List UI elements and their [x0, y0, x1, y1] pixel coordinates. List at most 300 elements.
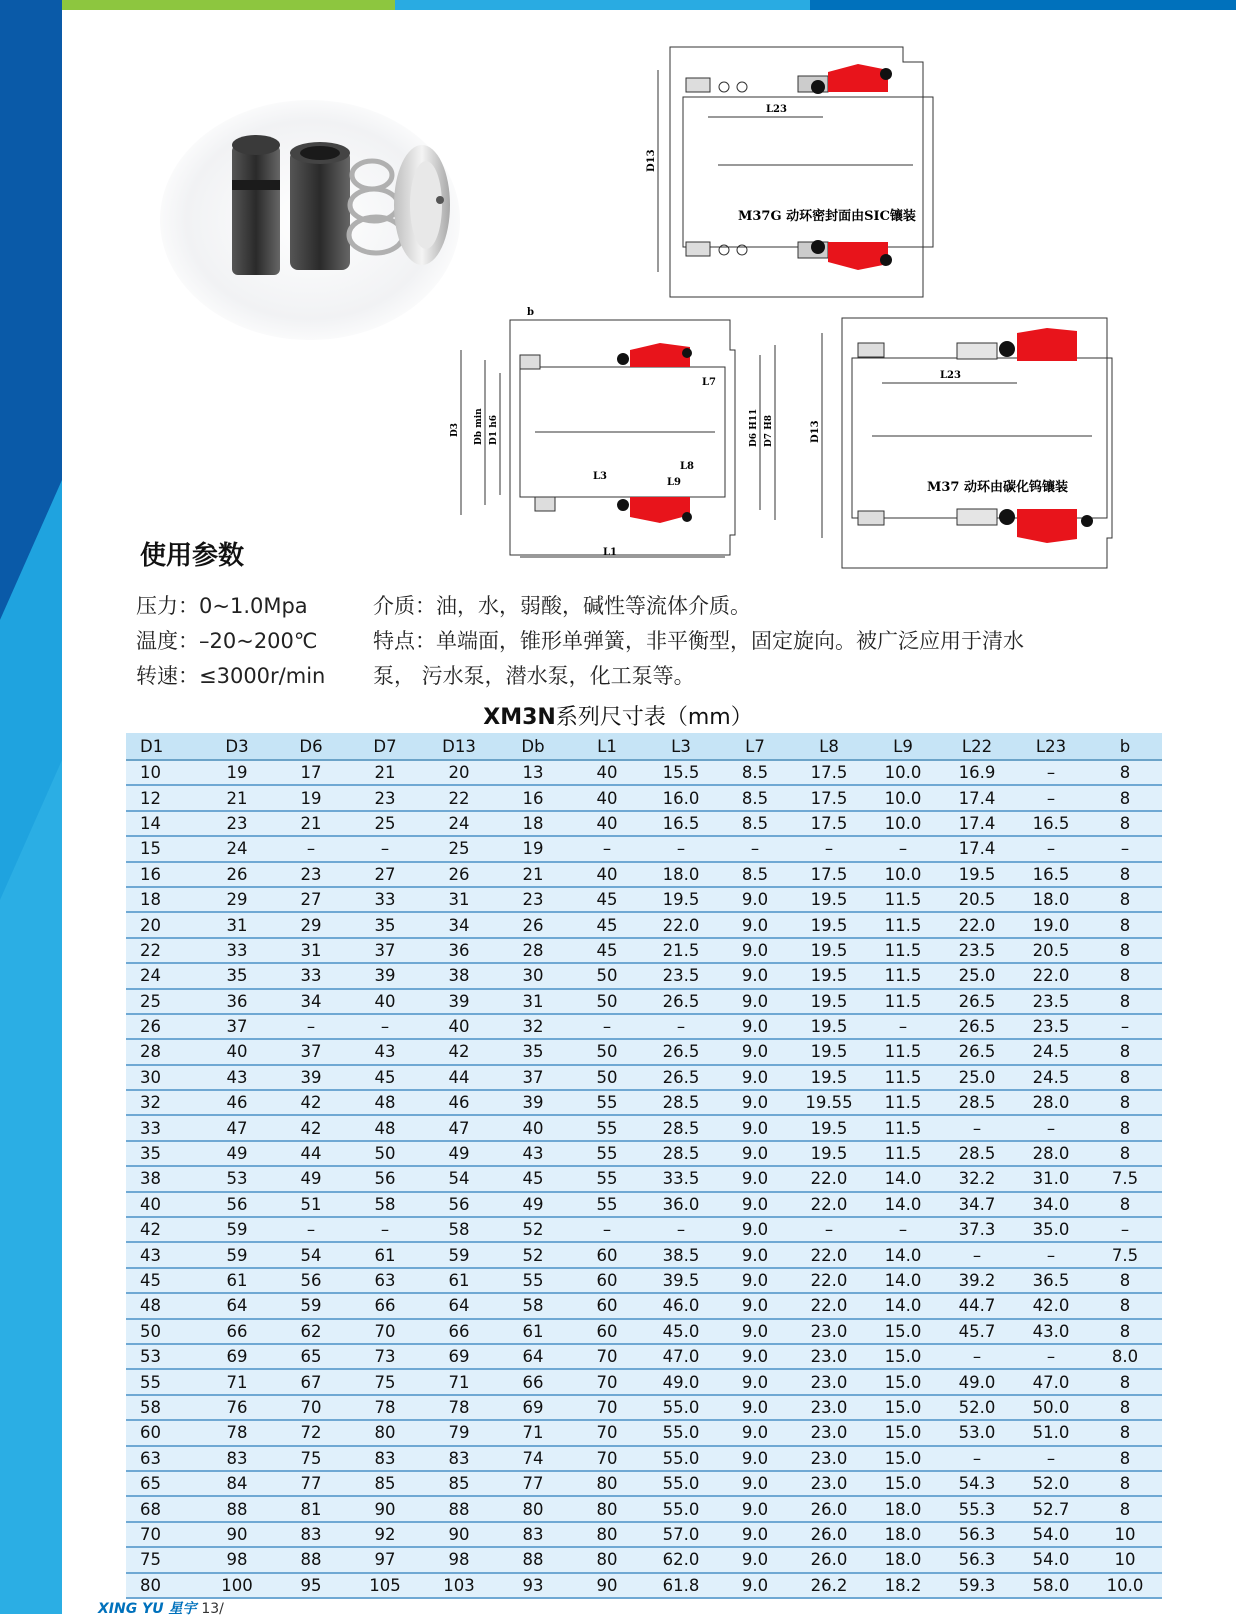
dim-l1-label: L1 — [603, 547, 617, 558]
table-cell: – — [866, 836, 940, 861]
table-cell: 37.3 — [940, 1217, 1014, 1242]
table-cell: 44.7 — [940, 1293, 1014, 1318]
page-number: 13/ — [201, 1601, 224, 1617]
table-row — [126, 1573, 1162, 1598]
table-cell: 61.8 — [644, 1573, 718, 1598]
table-cell: 80 — [348, 1420, 422, 1445]
table-cell: 66 — [200, 1319, 274, 1344]
table-cell: 61 — [422, 1268, 496, 1293]
table-cell: 31 — [274, 938, 348, 963]
table-cell: 52.0 — [940, 1395, 1014, 1420]
table-cell: 26 — [126, 1014, 200, 1039]
table-cell: 8 — [1088, 1293, 1162, 1318]
m37g-caption: M37G 动环密封面由SIC镶装 — [738, 209, 916, 224]
table-cell: 31 — [422, 887, 496, 912]
table-cell: 30 — [496, 963, 570, 988]
table-cell: 45 — [348, 1065, 422, 1090]
table-cell: – — [940, 1242, 1014, 1267]
table-cell: 77 — [274, 1471, 348, 1496]
table-cell: 62.0 — [644, 1547, 718, 1572]
table-cell: – — [718, 836, 792, 861]
table-cell: 49.0 — [644, 1369, 718, 1394]
table-cell: 23.0 — [792, 1319, 866, 1344]
table-cell: 9.0 — [718, 1395, 792, 1420]
table-cell: 78 — [422, 1395, 496, 1420]
table-cell: 25.0 — [940, 1065, 1014, 1090]
table-cell: – — [1014, 836, 1088, 861]
table-cell: 88 — [200, 1496, 274, 1521]
table-cell: 9.0 — [718, 1014, 792, 1039]
table-cell: 20 — [126, 912, 200, 937]
table-cell: 55 — [570, 1090, 644, 1115]
table-cell: 78 — [348, 1395, 422, 1420]
table-cell: 18.0 — [866, 1496, 940, 1521]
table-cell: 17.4 — [940, 811, 1014, 836]
table-cell: 9.0 — [718, 1522, 792, 1547]
table-cell: 54.0 — [1014, 1522, 1088, 1547]
table-cell: 88 — [274, 1547, 348, 1572]
table-cell: 51 — [274, 1192, 348, 1217]
table-cell: 31 — [496, 989, 570, 1014]
table-cell: 40 — [126, 1192, 200, 1217]
table-cell: 9.0 — [718, 1573, 792, 1598]
table-cell: 8 — [1088, 1039, 1162, 1064]
table-cell: 26.5 — [644, 1065, 718, 1090]
table-cell: 9.0 — [718, 1547, 792, 1572]
table-cell: 70 — [570, 1420, 644, 1445]
stripe-green — [62, 0, 395, 10]
table-cell: 43 — [496, 1141, 570, 1166]
table-cell: 59 — [200, 1242, 274, 1267]
table-cell: – — [940, 1115, 1014, 1140]
table-cell: – — [1014, 1446, 1088, 1471]
table-cell: 8 — [1088, 1192, 1162, 1217]
table-cell: 90 — [422, 1522, 496, 1547]
table-cell: 57.0 — [644, 1522, 718, 1547]
table-cell: 64 — [422, 1293, 496, 1318]
table-cell: 33 — [126, 1115, 200, 1140]
table-cell: 31.0 — [1014, 1166, 1088, 1191]
table-cell: 28.0 — [1014, 1090, 1088, 1115]
table-cell: – — [644, 1014, 718, 1039]
table-cell: 103 — [422, 1573, 496, 1598]
table-cell: 28 — [126, 1039, 200, 1064]
table-cell: 32 — [496, 1014, 570, 1039]
table-cell: 58.0 — [1014, 1573, 1088, 1598]
table-cell: 12 — [126, 785, 200, 810]
table-cell: 60 — [570, 1293, 644, 1318]
table-cell: 34 — [274, 989, 348, 1014]
table-cell: 50 — [570, 1065, 644, 1090]
table-cell: 42 — [274, 1115, 348, 1140]
column-header: Db — [496, 733, 570, 760]
table-cell: 76 — [200, 1395, 274, 1420]
table-cell: 80 — [496, 1496, 570, 1521]
table-cell: 50 — [570, 989, 644, 1014]
table-cell: 28.5 — [940, 1141, 1014, 1166]
table-cell: 27 — [274, 887, 348, 912]
table-cell: 29 — [200, 887, 274, 912]
table-cell: 80 — [570, 1522, 644, 1547]
table-cell: 43 — [126, 1242, 200, 1267]
table-cell: 16 — [496, 785, 570, 810]
column-header: L22 — [940, 733, 1014, 760]
table-cell: 46 — [422, 1090, 496, 1115]
table-cell: 37 — [274, 1039, 348, 1064]
table-row — [126, 862, 1162, 887]
table-cell: 55.0 — [644, 1496, 718, 1521]
table-row — [126, 1065, 1162, 1090]
table-cell: 21 — [200, 785, 274, 810]
table-cell: 23.0 — [792, 1471, 866, 1496]
table-cell: 34 — [422, 912, 496, 937]
table-cell: 83 — [496, 1522, 570, 1547]
table-title — [0, 700, 1236, 731]
column-header: D7 — [348, 733, 422, 760]
table-cell: 8.5 — [718, 862, 792, 887]
table-cell: 21 — [496, 862, 570, 887]
table-cell: 43 — [200, 1065, 274, 1090]
table-row — [126, 1369, 1162, 1394]
table-cell: 97 — [348, 1547, 422, 1572]
table-cell: – — [866, 1217, 940, 1242]
table-cell: 43.0 — [1014, 1319, 1088, 1344]
table-cell: 73 — [348, 1344, 422, 1369]
table-cell: 15.0 — [866, 1395, 940, 1420]
table-cell: 19.5 — [644, 887, 718, 912]
table-row — [126, 1344, 1162, 1369]
table-cell: 24.5 — [1014, 1039, 1088, 1064]
table-cell: 37 — [200, 1014, 274, 1039]
table-cell: 49.0 — [940, 1369, 1014, 1394]
table-cell: – — [644, 1217, 718, 1242]
table-cell: 9.0 — [718, 1446, 792, 1471]
column-header: L9 — [866, 733, 940, 760]
table-cell: 9.0 — [718, 1217, 792, 1242]
table-cell: 48 — [348, 1115, 422, 1140]
table-cell: 45.7 — [940, 1319, 1014, 1344]
table-cell: 38.5 — [644, 1242, 718, 1267]
table-cell: 8 — [1088, 760, 1162, 785]
table-cell: 24.5 — [1014, 1065, 1088, 1090]
table-cell: 26.0 — [792, 1496, 866, 1521]
table-cell: 46.0 — [644, 1293, 718, 1318]
dim-l23-label-2: L23 — [940, 370, 961, 381]
table-cell: 59 — [200, 1217, 274, 1242]
table-cell: 40 — [422, 1014, 496, 1039]
table-cell: – — [274, 836, 348, 861]
table-cell: 28.5 — [644, 1141, 718, 1166]
table-cell: 24 — [126, 963, 200, 988]
table-cell: 36.0 — [644, 1192, 718, 1217]
table-cell: 55.3 — [940, 1496, 1014, 1521]
table-cell: 19.55 — [792, 1090, 866, 1115]
table-cell: 88 — [422, 1496, 496, 1521]
dim-db-label: Db min — [474, 408, 484, 445]
table-cell: 8 — [1088, 811, 1162, 836]
table-cell: 50 — [126, 1319, 200, 1344]
table-title-series: XM3N — [483, 705, 556, 730]
table-cell: 9.0 — [718, 1115, 792, 1140]
table-cell: 19 — [496, 836, 570, 861]
table-cell: 105 — [348, 1573, 422, 1598]
dim-d3-label: D3 — [450, 422, 460, 437]
table-cell: 78 — [200, 1420, 274, 1445]
table-cell: 90 — [200, 1522, 274, 1547]
table-cell: 10.0 — [866, 862, 940, 887]
table-cell: 80 — [570, 1471, 644, 1496]
table-cell: 38 — [422, 963, 496, 988]
table-row — [126, 1293, 1162, 1318]
table-cell: – — [940, 1446, 1014, 1471]
table-row — [126, 785, 1162, 810]
table-row — [126, 1039, 1162, 1064]
table-cell: 26 — [496, 912, 570, 937]
table-cell: 59 — [422, 1242, 496, 1267]
stripe-lightblue — [395, 0, 810, 10]
table-cell: 7.5 — [1088, 1242, 1162, 1267]
table-cell: 8.5 — [718, 760, 792, 785]
table-cell: 8 — [1088, 1141, 1162, 1166]
table-cell: 58 — [422, 1217, 496, 1242]
table-cell: 11.5 — [866, 887, 940, 912]
table-cell: 8 — [1088, 785, 1162, 810]
table-cell: 19 — [200, 760, 274, 785]
table-cell: 37 — [348, 938, 422, 963]
table-cell: – — [866, 1014, 940, 1039]
table-row — [126, 1547, 1162, 1572]
dim-b-label: b — [527, 307, 534, 318]
table-row — [126, 1522, 1162, 1547]
table-cell: 40 — [348, 989, 422, 1014]
column-header: L3 — [644, 733, 718, 760]
table-cell: 56 — [274, 1268, 348, 1293]
table-cell: 21 — [348, 760, 422, 785]
table-cell: 9.0 — [718, 1319, 792, 1344]
table-cell: 11.5 — [866, 963, 940, 988]
table-cell: 52 — [496, 1242, 570, 1267]
table-cell: 26.5 — [940, 989, 1014, 1014]
table-cell: 70 — [274, 1395, 348, 1420]
table-cell: 45 — [570, 938, 644, 963]
table-cell: 47.0 — [1014, 1369, 1088, 1394]
param-features-line2: 泵， 污水泵，潜水泵，化工泵等。 — [373, 664, 695, 688]
params-title: 使用参数 — [140, 541, 245, 571]
table-cell: – — [1088, 836, 1162, 861]
table-row — [126, 1319, 1162, 1344]
table-cell: 8 — [1088, 1369, 1162, 1394]
table-cell: 27 — [348, 862, 422, 887]
table-cell: 58 — [496, 1293, 570, 1318]
table-cell: – — [570, 1014, 644, 1039]
table-cell: – — [570, 1217, 644, 1242]
table-cell: 32 — [126, 1090, 200, 1115]
table-row — [126, 887, 1162, 912]
footer-brand: XING YU 星宇 — [98, 1601, 197, 1617]
table-cell: 8 — [1088, 887, 1162, 912]
table-cell: 42 — [126, 1217, 200, 1242]
table-cell: 9.0 — [718, 989, 792, 1014]
table-cell: 42 — [422, 1039, 496, 1064]
table-cell: 8 — [1088, 1420, 1162, 1445]
dim-d13-label: D13 — [646, 149, 657, 172]
table-cell: – — [348, 1014, 422, 1039]
table-cell: 100 — [200, 1573, 274, 1598]
table-cell: 53 — [200, 1166, 274, 1191]
table-cell: 75 — [274, 1446, 348, 1471]
table-cell: 23.0 — [792, 1420, 866, 1445]
table-cell: 80 — [126, 1573, 200, 1598]
table-cell: 14.0 — [866, 1268, 940, 1293]
table-row — [126, 1141, 1162, 1166]
table-cell: 58 — [348, 1192, 422, 1217]
table-cell: 84 — [200, 1471, 274, 1496]
table-cell: 18 — [496, 811, 570, 836]
dim-l3-label: L3 — [593, 471, 607, 482]
table-cell: 25 — [422, 836, 496, 861]
table-cell: 83 — [200, 1446, 274, 1471]
table-cell: 39 — [422, 989, 496, 1014]
column-header: L1 — [570, 733, 644, 760]
table-cell: 19.5 — [792, 1014, 866, 1039]
table-cell: 11.5 — [866, 1090, 940, 1115]
table-row — [126, 1242, 1162, 1267]
column-header: b — [1088, 733, 1162, 760]
table-cell: 26 — [422, 862, 496, 887]
table-cell: 26.5 — [644, 1039, 718, 1064]
table-cell: 39 — [496, 1090, 570, 1115]
table-cell: 34.0 — [1014, 1192, 1088, 1217]
table-cell: 31 — [200, 912, 274, 937]
table-cell: 20.5 — [1014, 938, 1088, 963]
top-color-stripe — [62, 0, 1236, 10]
seal-drawing-dimensioned — [450, 305, 800, 580]
table-cell: 50.0 — [1014, 1395, 1088, 1420]
table-cell: 75 — [348, 1369, 422, 1394]
table-cell: 70 — [570, 1395, 644, 1420]
table-row — [126, 1496, 1162, 1521]
table-cell: 9.0 — [718, 1090, 792, 1115]
table-cell: 9.0 — [718, 1293, 792, 1318]
table-row — [126, 1395, 1162, 1420]
dim-d1-label: D1 h6 — [489, 414, 499, 445]
left-sidebar-decoration — [0, 0, 62, 1614]
table-cell: 47 — [200, 1115, 274, 1140]
footer — [98, 1598, 224, 1618]
table-cell: 33 — [348, 887, 422, 912]
table-cell: 55.0 — [644, 1446, 718, 1471]
param-features-line1: 特点：单端面，锥形单弹簧，非平衡型，固定旋向。被广泛应用于清水 — [373, 629, 1024, 653]
table-cell: 8 — [1088, 1496, 1162, 1521]
table-cell: 26.0 — [792, 1522, 866, 1547]
table-cell: 17.5 — [792, 811, 866, 836]
table-cell: 60 — [570, 1319, 644, 1344]
table-cell: 8 — [1088, 1471, 1162, 1496]
table-cell: 30 — [126, 1065, 200, 1090]
table-cell: 16.5 — [644, 811, 718, 836]
table-cell: 11.5 — [866, 938, 940, 963]
table-cell: 15.0 — [866, 1471, 940, 1496]
table-cell: 45 — [570, 912, 644, 937]
table-cell: 95 — [274, 1573, 348, 1598]
table-cell: 83 — [274, 1522, 348, 1547]
table-cell: 23 — [274, 862, 348, 887]
table-cell: 54 — [422, 1166, 496, 1191]
table-cell: 59 — [274, 1293, 348, 1318]
dim-d7-label: D7 H8 — [764, 415, 774, 447]
table-cell: 23.5 — [1014, 1014, 1088, 1039]
table-cell: 55 — [570, 1141, 644, 1166]
table-cell: 19.5 — [792, 887, 866, 912]
table-cell: 9.0 — [718, 938, 792, 963]
table-cell: 85 — [422, 1471, 496, 1496]
table-cell: 9.0 — [718, 1192, 792, 1217]
column-header: D6 — [274, 733, 348, 760]
table-cell: – — [1014, 785, 1088, 810]
table-cell: 15.0 — [866, 1369, 940, 1394]
table-cell: – — [1014, 1344, 1088, 1369]
table-cell: 16 — [126, 862, 200, 887]
dim-l23-label: L23 — [766, 104, 787, 115]
table-cell: 22.0 — [792, 1268, 866, 1293]
table-cell: 55 — [570, 1166, 644, 1191]
table-cell: 19.5 — [792, 989, 866, 1014]
table-cell: 93 — [496, 1573, 570, 1598]
table-cell: – — [1088, 1217, 1162, 1242]
table-cell: 48 — [126, 1293, 200, 1318]
table-cell: 40 — [570, 811, 644, 836]
table-cell: 22 — [422, 785, 496, 810]
table-cell: 23.0 — [792, 1395, 866, 1420]
table-cell: 15 — [126, 836, 200, 861]
table-cell: 32.2 — [940, 1166, 1014, 1191]
table-cell: – — [1088, 1014, 1162, 1039]
table-cell: 10.0 — [866, 785, 940, 810]
table-cell: 8 — [1088, 1446, 1162, 1471]
table-cell: 64 — [496, 1344, 570, 1369]
table-cell: 36 — [200, 989, 274, 1014]
table-cell: 83 — [348, 1446, 422, 1471]
table-cell: 8 — [1088, 912, 1162, 937]
table-row — [126, 1446, 1162, 1471]
table-cell: 28.5 — [940, 1090, 1014, 1115]
table-cell: 23.0 — [792, 1344, 866, 1369]
dimension-table — [126, 733, 1162, 1599]
table-cell: 71 — [200, 1369, 274, 1394]
table-cell: 36 — [422, 938, 496, 963]
table-row — [126, 1268, 1162, 1293]
table-cell: 17.4 — [940, 785, 1014, 810]
table-cell: 65 — [274, 1344, 348, 1369]
table-cell: 14.0 — [866, 1293, 940, 1318]
table-cell: 66 — [348, 1293, 422, 1318]
column-header: L8 — [792, 733, 866, 760]
table-cell: 49 — [422, 1141, 496, 1166]
table-cell: 9.0 — [718, 1166, 792, 1191]
table-cell: 34.7 — [940, 1192, 1014, 1217]
table-cell: 60 — [570, 1242, 644, 1267]
table-cell: 19.5 — [940, 862, 1014, 887]
table-cell: 9.0 — [718, 1039, 792, 1064]
table-cell: 37 — [496, 1065, 570, 1090]
table-cell: 40 — [496, 1115, 570, 1140]
table-cell: 92 — [348, 1522, 422, 1547]
table-cell: 36.5 — [1014, 1268, 1088, 1293]
table-title-rest: 系列尺寸表（mm） — [555, 705, 753, 730]
table-cell: 23.5 — [644, 963, 718, 988]
table-cell: 9.0 — [718, 1369, 792, 1394]
table-cell: 8 — [1088, 1115, 1162, 1140]
